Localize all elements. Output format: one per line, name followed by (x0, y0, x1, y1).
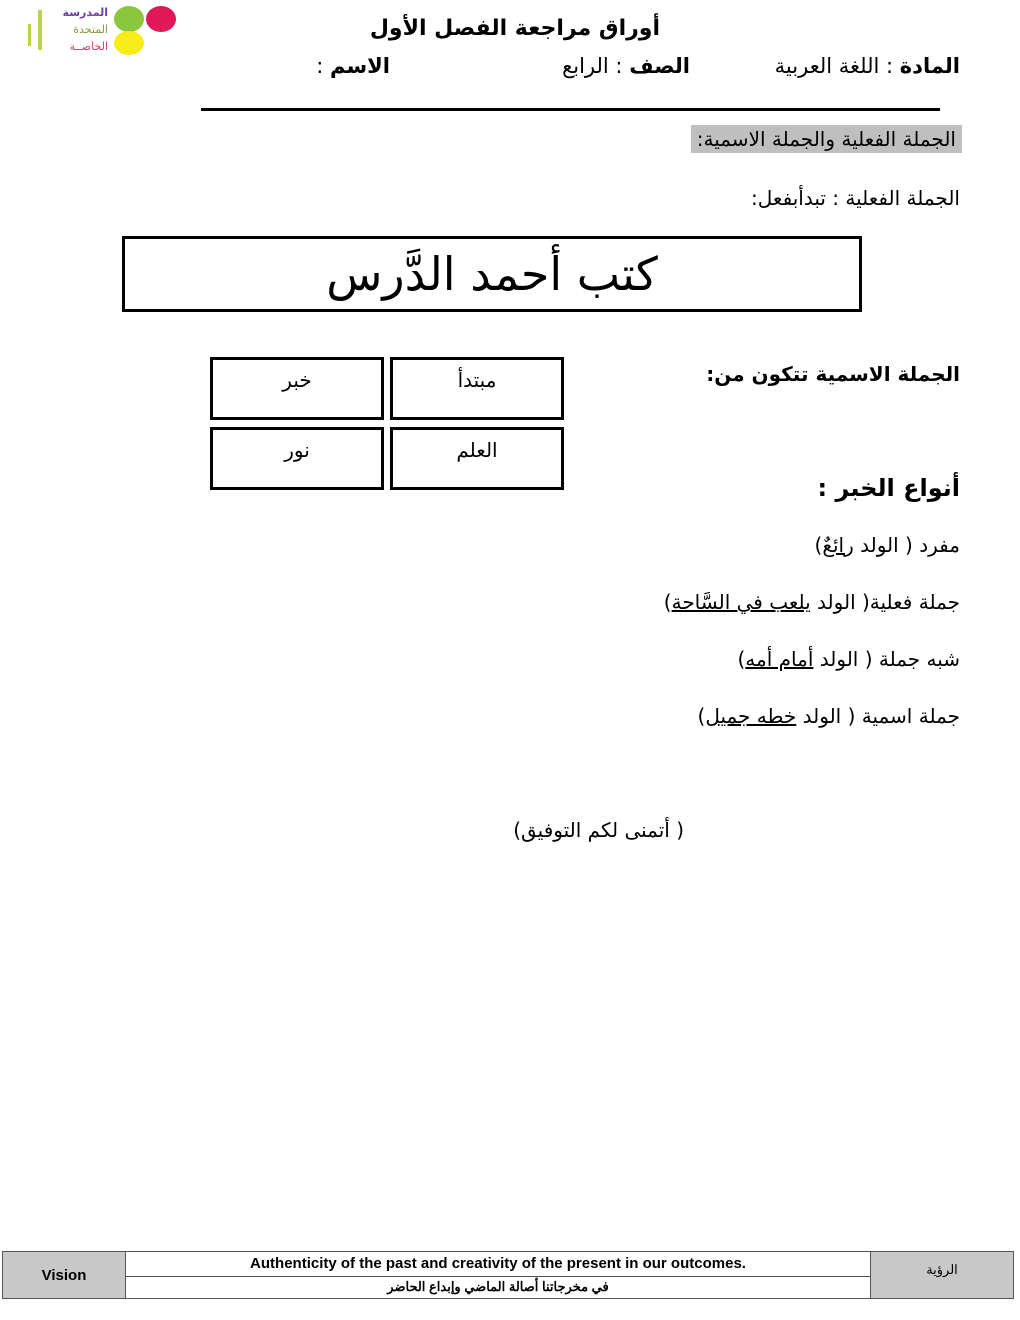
khabar-item-suffix: ) (737, 647, 746, 671)
logo-green-dot (114, 6, 144, 32)
khabar-item-prefix: جملة فعلية( الولد (810, 590, 960, 614)
logo-text (44, 4, 108, 55)
khabar-item-underlined: رائعٌ (822, 533, 854, 557)
footer-vision-label-ar: الرؤية (871, 1252, 1014, 1299)
khabar-item-underlined: أمام أمه (745, 647, 814, 671)
table-cell-mubtada: العلم (390, 427, 564, 490)
section-heading-wrap (600, 127, 962, 151)
name-label: الاسم (330, 54, 390, 78)
logo-line-2: المتحدة (73, 23, 108, 36)
khabar-type-item (500, 704, 960, 728)
footer-vision-en: Authenticity of the past and creativity of the present in our outcomes. (126, 1252, 871, 1277)
section-heading: الجملة الفعلية والجملة الاسمية: (691, 125, 962, 153)
class-field (450, 54, 690, 78)
khabar-types-title: أنواع الخبر : (817, 474, 960, 502)
class-value: : الرابع (562, 54, 623, 78)
khabar-type-item (500, 590, 960, 614)
khabar-type-item (500, 647, 960, 671)
khabar-item-prefix: جملة اسمية ( الولد (796, 704, 960, 728)
name-value: : (316, 54, 324, 78)
table-header-khabar: خبر (210, 357, 384, 420)
table-cell-khabar: نور (210, 427, 384, 490)
khabar-type-item (500, 533, 960, 557)
subject-value: : اللغة العربية (774, 54, 894, 78)
khabar-item-prefix: شبه جملة ( الولد (813, 647, 960, 671)
logo-bar-small (28, 24, 31, 46)
logo-bar (38, 10, 42, 50)
khabar-item-underlined: يلعب في السَّاحة (671, 590, 811, 614)
khabar-item-suffix: ) (814, 533, 823, 557)
khabar-item-underlined: خطه جميل (705, 704, 797, 728)
logo-red-dot (146, 6, 176, 32)
nominal-sentence-definition: الجملة الاسمية تتكون من: (706, 362, 960, 386)
logo-yellow-dot (114, 31, 144, 55)
khabar-item-suffix: ) (663, 590, 672, 614)
closing-message: ( أتمنى لكم التوفيق) (513, 818, 684, 842)
example-sentence: كتب أحمد الدَّرس (326, 247, 658, 301)
example-sentence-box (122, 236, 862, 312)
class-label: الصف (629, 54, 690, 78)
subject-label: المادة (899, 54, 960, 78)
footer-vision-label: Vision (3, 1252, 126, 1299)
name-field (260, 54, 390, 78)
logo-line-3: الخاصــة (69, 40, 108, 53)
logo-line-1: المدرسة (62, 6, 108, 19)
name-underline (201, 108, 940, 111)
khabar-item-prefix: مفرد ( الولد (853, 533, 960, 557)
subject-field (700, 54, 960, 78)
verbal-sentence-definition: الجملة الفعلية : تبدأبفعل: (751, 186, 960, 210)
footer-vision-table (2, 1251, 1014, 1299)
footer-vision-ar: في مخرجاتنا أصالة الماضي وإبداع الحاضر (126, 1276, 871, 1298)
table-header-mubtada: مبتدأ (390, 357, 564, 420)
khabar-item-suffix: ) (697, 704, 706, 728)
page-title: أوراق مراجعة الفصل الأول (369, 16, 660, 41)
